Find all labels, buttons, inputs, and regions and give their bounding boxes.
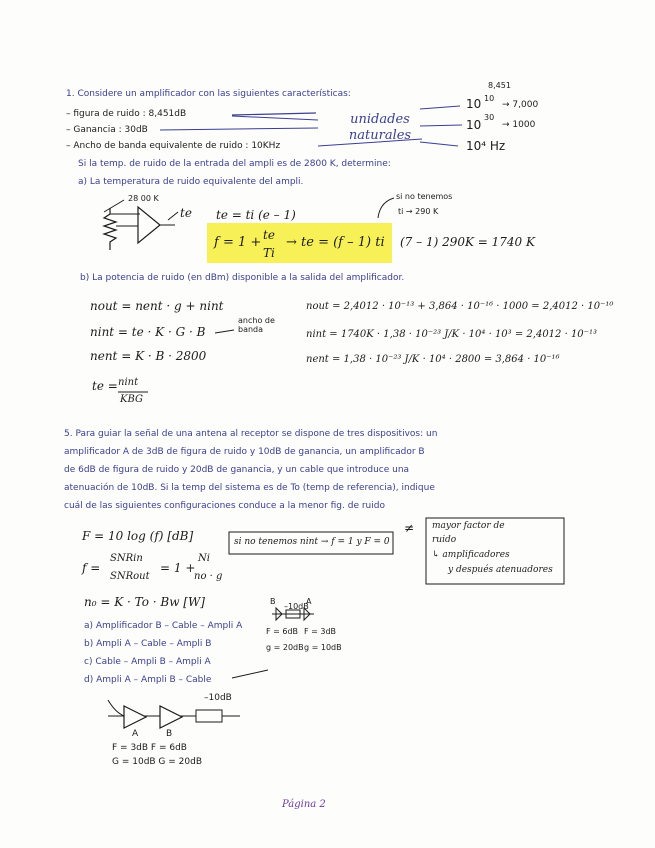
temperature-statement: Si la temp. de ruido de la entrada del ampli es de 2800 K, determine: — [78, 159, 391, 169]
problem-5-line3: de 6dB de figura de ruido y 20dB de ganancia, y un cable que introduce una — [64, 465, 410, 475]
problem-5-line4: atenuación de 10dB. Si la temp del sistema es de To (temp de referencia), indique — [64, 483, 435, 493]
option-b: b) Ampli A – Cable – Ampli B — [84, 639, 212, 649]
nent-formula: nent = K · B · 2800 — [90, 349, 207, 363]
natural-units-note: unidades naturales — [348, 112, 412, 143]
result-a: (7 – 1) 290K = 1740 K — [400, 235, 535, 249]
note-ti: ti → 290 K — [398, 207, 439, 216]
temp-label: 28 00 K — [128, 194, 159, 203]
problem-5-line1: 5. Para guiar la señal de una antena al receptor se dispone de tres dispositivos: un — [64, 429, 438, 439]
te-eq: te = — [92, 379, 118, 393]
f-num2: Ni — [198, 553, 210, 564]
d-circuit-A: A — [132, 729, 139, 739]
problem-5-line5: cuál de las siguientes configuraciones conduce a la menor fig. de ruido — [64, 501, 385, 511]
ancho-note: ancho de banda — [238, 316, 275, 334]
option-d: d) Ampli A – Ampli B – Cable — [84, 675, 212, 685]
d-circuit-F: F = 3dB F = 6dB — [112, 743, 187, 753]
calc-nent: nent = 1,38 · 10⁻²³ J/K · 10⁴ · 2800 = 3,864 · 10⁻¹⁶ — [306, 354, 560, 365]
conv3-result: 10⁴ Hz — [466, 139, 506, 153]
conv1-base: 10 — [466, 97, 482, 111]
circuit-label-10db: –10dB — [284, 602, 309, 611]
question-a: a) La temperatura de ruido equivalente del ampli. — [78, 177, 304, 187]
f-formula-den: Ti — [263, 246, 275, 260]
note-line2: ruido — [432, 535, 457, 545]
option-a: a) Amplificador B – Cable – Ampli A — [84, 621, 243, 631]
circuit-g20: g = 20dB — [266, 643, 304, 652]
page-footer: Página 2 — [282, 799, 326, 810]
circuit-F3: F = 3dB — [304, 627, 337, 636]
problem-1-title: 1. Considere un amplificador con las siguientes características: — [66, 89, 351, 99]
note-line3: ↳ amplificadores — [432, 550, 510, 560]
d-circuit-10db: –10dB — [204, 693, 232, 703]
te-den: KBG — [120, 394, 143, 405]
box-note: si no tenemos nint → f = 1 y F = 0 — [234, 537, 390, 547]
not-equal-sign: ≠ — [404, 521, 415, 535]
option-c: c) Cable – Ampli B – Ampli A — [84, 657, 211, 667]
f-formula-right: → te = (f – 1) ti — [286, 235, 385, 250]
nout-formula: nout = nent · g + nint — [90, 299, 224, 313]
calc-nout: nout = 2,4012 · 10⁻¹³ + 3,864 · 10⁻¹⁶ · 1000 = 2,4012 · 10⁻¹⁰ — [306, 301, 614, 312]
noise-figure-spec: – figura de ruido : 8,451dB — [66, 109, 187, 119]
gain-spec: – Ganancia : 30dB — [66, 125, 148, 135]
f-den: SNRout — [110, 571, 150, 582]
conv1-exponent-den: 10 — [484, 94, 495, 103]
d-circuit-B: B — [166, 729, 173, 739]
F-db-formula: F = 10 log (f) [dB] — [82, 529, 194, 543]
problem-5-line2: amplificador A de 3dB de figura de ruido y 10dB de ganancia, un amplificador B — [64, 447, 425, 457]
te-label: te — [180, 206, 192, 220]
note-line4: y después atenuadores — [448, 565, 553, 575]
f-formula-left: f = 1 + — [214, 235, 262, 250]
conv2-result: → 1000 — [502, 120, 536, 130]
conv2-base: 10 — [466, 118, 482, 132]
te-formula: te = ti (e – 1) — [216, 208, 296, 222]
circuit-g10: g = 10dB — [304, 643, 342, 652]
circuit-F6: F = 6dB — [266, 627, 299, 636]
f-formula-num: te — [263, 228, 275, 242]
conv1-result: → 7,000 — [502, 100, 539, 110]
f-eq2: = 1 + — [160, 561, 196, 575]
note-line1: mayor factor de — [432, 521, 505, 531]
f-num: SNRin — [110, 553, 143, 564]
question-b: b) La potencia de ruido (en dBm) disponible a la salida del amplificador. — [80, 273, 405, 283]
f-eq: f = — [82, 561, 101, 575]
circuit-label-B: B — [270, 597, 276, 606]
conv1-exponent: 8,451 — [488, 81, 511, 90]
d-circuit-G: G = 10dB G = 20dB — [112, 757, 203, 767]
nint-formula: nint = te · K · G · B — [90, 325, 206, 339]
circuit-label-A: A — [306, 597, 312, 606]
n0-formula: n₀ = K · To · Bw [W] — [84, 595, 205, 609]
calc-nint: nint = 1740K · 1,38 · 10⁻²³ J/K · 10⁴ · 10³ = 2,4012 · 10⁻¹³ — [306, 329, 597, 340]
conv2-exponent: 30 — [484, 113, 495, 122]
bandwidth-spec: – Ancho de banda equivalente de ruido : 10KHz — [66, 141, 281, 151]
te-num: nint — [118, 377, 139, 388]
f-den2: no · g — [194, 571, 223, 582]
note-no-tenemos: si no tenemos — [396, 192, 453, 201]
